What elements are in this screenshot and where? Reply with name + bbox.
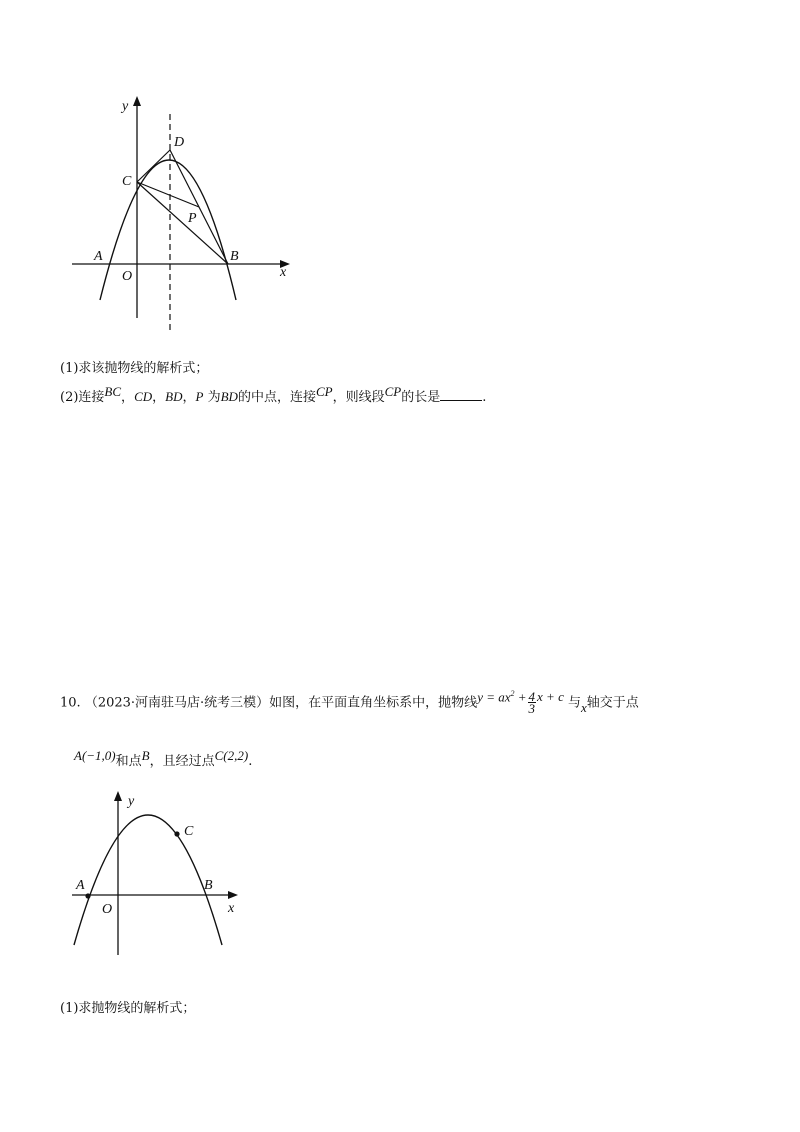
- q10-end: .: [248, 754, 253, 769]
- text-then: ，则线段: [332, 390, 385, 405]
- q10-axis-x: x: [581, 700, 587, 716]
- y-axis-arrow: [114, 791, 122, 801]
- q10-source: （2023·河南驻马店·统考三模）如图，在平面直角坐标系中，抛物线: [84, 695, 478, 711]
- label-d: D: [174, 135, 185, 150]
- label-o: O: [102, 902, 113, 917]
- end-period: .: [482, 390, 487, 405]
- q10-stem-line2: [74, 748, 253, 771]
- label-p: P: [188, 211, 197, 226]
- q10-point-c: C(2,2): [214, 748, 249, 763]
- q9-part1: (1)求该抛物线的解析式；: [60, 361, 209, 376]
- seg-cp-2: CP: [384, 384, 402, 399]
- text-mid: 的中点，连接: [237, 390, 316, 405]
- q10-text-and: 和点: [115, 754, 142, 769]
- figure-parabola-triangle: [60, 90, 310, 340]
- q9-part2: [60, 384, 487, 407]
- q10-text-with: 与: [567, 695, 581, 711]
- q10-fraction: $\frac{4}{3}$: [528, 689, 536, 717]
- seg-bd-2: BD: [220, 389, 238, 404]
- label-b: B: [204, 878, 213, 893]
- q10-equation: $y = ax^2$ +: [477, 689, 527, 705]
- x-axis-arrow: [228, 891, 238, 899]
- label-c: C: [122, 174, 132, 189]
- point-p: P: [195, 389, 204, 404]
- q10-number: 10.: [60, 695, 81, 711]
- label-x: x: [280, 265, 287, 280]
- y-axis-arrow: [133, 96, 141, 106]
- q10-point-b: B: [141, 748, 150, 763]
- figure-parabola-abc: [60, 785, 260, 965]
- label-b: B: [230, 249, 239, 264]
- seg-cp: CP: [315, 384, 333, 399]
- q10-point-a: A(−1,0): [74, 748, 116, 763]
- sep: ，: [152, 390, 166, 405]
- answer-blank[interactable]: [440, 388, 482, 401]
- q9-part2-prefix: (2)连接: [60, 390, 105, 405]
- q10-equation-rest: x + c: [537, 689, 564, 705]
- q10-part1: (1)求抛物线的解析式；: [60, 1001, 196, 1016]
- segment-cd: [137, 150, 170, 182]
- q10-text-meet: 轴交于点: [586, 695, 639, 711]
- label-c: C: [184, 824, 194, 839]
- label-o: O: [122, 269, 133, 284]
- point-a-dot: [85, 893, 90, 898]
- parabola-curve: [100, 160, 236, 300]
- seg-bd: BD: [165, 389, 183, 404]
- label-x: x: [228, 901, 235, 916]
- text-is: 为: [207, 390, 221, 405]
- label-a: A: [94, 249, 103, 264]
- q10-text-through: ，且经过点: [149, 754, 215, 769]
- seg-bc: BC: [104, 384, 122, 399]
- sep: ，: [121, 390, 135, 405]
- segment-cp: [137, 182, 199, 207]
- label-a: A: [76, 878, 85, 893]
- label-y: y: [128, 794, 135, 809]
- q10-stem-line1: [60, 689, 639, 717]
- parabola-curve: [74, 815, 222, 945]
- point-c-dot: [174, 831, 179, 836]
- seg-cd: CD: [134, 389, 153, 404]
- sep: ，: [182, 390, 196, 405]
- label-y: y: [122, 99, 129, 114]
- text-len: 的长是: [401, 390, 441, 405]
